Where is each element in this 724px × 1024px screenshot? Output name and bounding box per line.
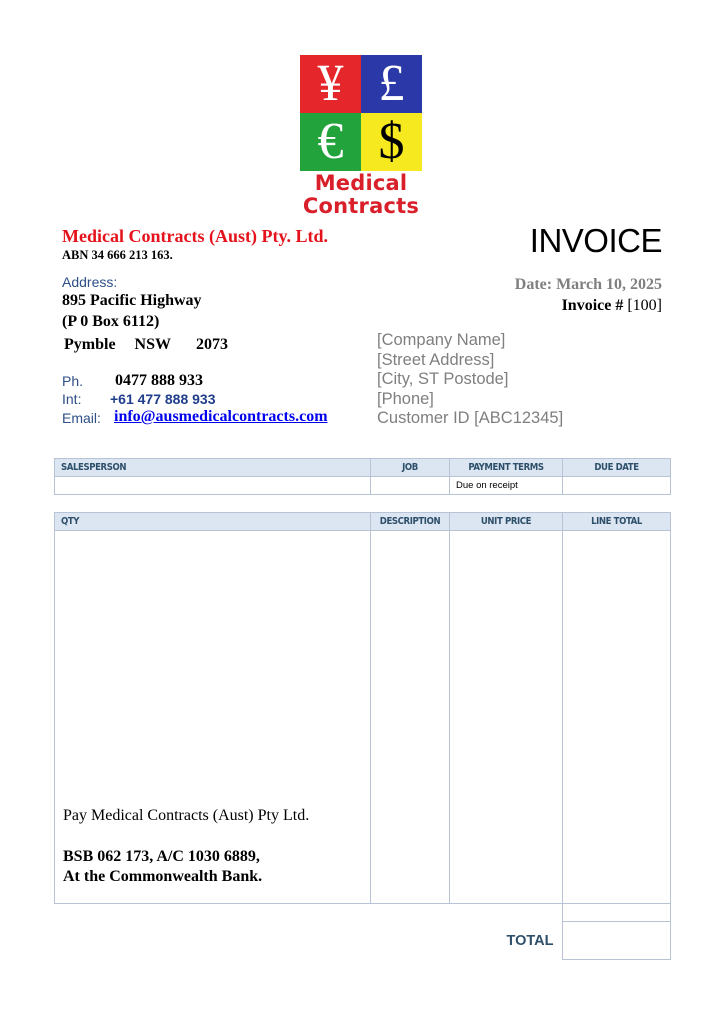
- terms-table: [54, 458, 671, 495]
- phone-row: [62, 372, 203, 389]
- address-state: NSW: [134, 336, 171, 353]
- bank-details: [63, 847, 262, 887]
- header-job: JOB: [371, 459, 450, 477]
- invoice-number-value: [100]: [627, 297, 662, 314]
- intl-phone-row: [62, 391, 216, 407]
- company-abn: ABN 34 666 213 163.: [62, 248, 173, 262]
- intl-phone-value: +61 477 888 933: [110, 391, 216, 407]
- email-link[interactable]: info@ausmedicalcontracts.com: [114, 408, 328, 425]
- terms-header-row: [55, 459, 671, 477]
- line-total-column[interactable]: [563, 531, 671, 904]
- subtotal-row: [54, 904, 670, 922]
- total-value-cell[interactable]: [562, 922, 670, 960]
- customer-city: [City, ST Postode]: [377, 370, 509, 388]
- header-payment-terms: PAYMENT TERMS: [450, 459, 563, 477]
- header-qty: QTY: [55, 513, 371, 531]
- due-date-cell[interactable]: [563, 477, 671, 495]
- email-row: [62, 408, 328, 426]
- header-line-total: LINE TOTAL: [563, 513, 671, 531]
- invoice-number: [562, 297, 662, 315]
- address-line-3: [64, 336, 228, 354]
- yen-icon: ¥: [300, 55, 361, 113]
- logo-text-line2: Contracts: [302, 194, 420, 218]
- currency-grid: [300, 55, 422, 171]
- invoice-title: INVOICE: [529, 222, 662, 259]
- header-due-date: DUE DATE: [563, 459, 671, 477]
- job-cell[interactable]: [371, 477, 450, 495]
- qty-column[interactable]: [55, 531, 371, 904]
- customer-phone: [Phone]: [377, 389, 434, 408]
- payment-terms-cell[interactable]: Due on receipt: [450, 477, 563, 495]
- bank-details-line-2: At the Commonwealth Bank.: [63, 868, 263, 885]
- company-logo: [300, 55, 422, 217]
- pound-icon: £: [361, 55, 422, 113]
- customer-street: [Street Address]: [377, 350, 495, 369]
- address-line-2: (P 0 Box 6112): [62, 313, 160, 330]
- totals-table: [54, 903, 671, 960]
- logo-text-line1: Medical: [314, 171, 408, 195]
- items-body-row: [55, 531, 671, 904]
- header-description: DESCRIPTION: [371, 513, 450, 531]
- description-column[interactable]: [371, 531, 450, 904]
- items-table: [54, 512, 671, 904]
- bank-details-line-1: BSB 062 173, A/C 1030 6889,: [63, 848, 260, 865]
- customer-block: [377, 331, 563, 429]
- euro-icon: €: [300, 113, 361, 171]
- payment-instruction: Pay Medical Contracts (Aust) Pty Ltd.: [63, 807, 310, 824]
- phone-value: 0477 888 933: [115, 372, 203, 389]
- items-header-row: [55, 513, 671, 531]
- customer-company: [Company Name]: [377, 331, 506, 349]
- address-suburb: Pymble: [64, 336, 116, 353]
- salesperson-cell[interactable]: [55, 477, 371, 495]
- invoice-date: Date: March 10, 2025: [514, 276, 662, 293]
- header-salesperson: SALESPERSON: [55, 459, 371, 477]
- phone-label: Ph.: [62, 373, 84, 389]
- total-row: [54, 922, 670, 960]
- email-label: Email:: [62, 410, 101, 426]
- address-line-1: 895 Pacific Highway: [62, 292, 202, 309]
- customer-id: Customer ID [ABC12345]: [377, 409, 564, 427]
- invoice-number-label: Invoice #: [561, 297, 624, 314]
- company-name: Medical Contracts (Aust) Pty. Ltd.: [62, 226, 328, 246]
- total-label: TOTAL: [506, 932, 554, 949]
- subtotal-cell[interactable]: [562, 904, 670, 922]
- header-unit-price: UNIT PRICE: [450, 513, 563, 531]
- intl-phone-label: Int:: [62, 391, 82, 407]
- address-postcode: 2073: [196, 336, 228, 353]
- terms-row: [55, 477, 671, 495]
- dollar-icon: $: [361, 113, 422, 171]
- address-label: Address:: [62, 274, 118, 290]
- unit-price-column[interactable]: [450, 531, 563, 904]
